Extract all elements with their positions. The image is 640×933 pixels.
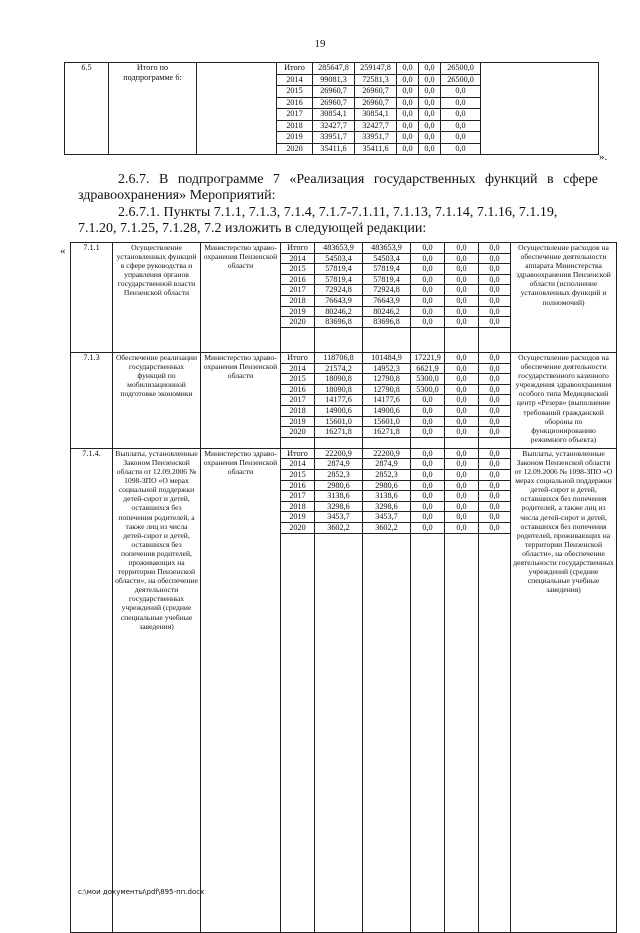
item-name: Осуществление установленных функций в сфере руководства и управления органов государственной власти Пензенской области [113,243,201,353]
empty-cell [479,533,511,932]
value-cell: 0,0 [411,295,445,306]
year-cell: 2017 [281,395,315,406]
file-path-footer: c:\мои документы\pdf\895-пп.docx [78,888,205,896]
value-cell: 0,0 [419,120,441,132]
value-cell: 0,0 [479,374,511,385]
year-cell: 2017 [281,285,315,296]
value-cell: 0,0 [411,306,445,317]
item-executor: Министерство здраво-охранения Пензенской области [201,352,281,448]
value-cell: 80246,2 [315,306,363,317]
value-cell: 2852,3 [363,470,411,481]
year-cell: Итого [281,352,315,363]
value-cell: 0,0 [441,132,481,144]
empty-cell [411,437,445,448]
value-cell: 0,0 [411,427,445,438]
value-cell: 0,0 [479,274,511,285]
value-cell: 0,0 [479,395,511,406]
empty-cell [363,437,411,448]
item-result: Осуществление расходов на обеспечение деятельности государственного казенного учреждения здравоохранения особого типа Медицинский центр «Резерв» (выполнение требований гражданской обороны по функционированию режимного объекта) [511,352,617,448]
year-cell: 2015 [277,86,313,98]
value-cell: 0,0 [479,306,511,317]
value-cell: 0,0 [441,86,481,98]
value-cell: 0,0 [411,480,445,491]
value-cell: 0,0 [479,253,511,264]
table-row [65,63,599,75]
year-cell: 2014 [277,74,313,86]
value-cell: 0,0 [411,448,445,459]
year-cell: 2016 [281,274,315,285]
year-cell: 2020 [281,317,315,328]
year-cell: 2019 [281,306,315,317]
value-cell: 0,0 [419,143,441,155]
value-cell: 0,0 [445,317,479,328]
item-executor: Министерство здраво-охранения Пензенской области [201,243,281,353]
year-cell: 2016 [281,480,315,491]
item-name: Выплаты, установленные Законом Пензенской области от 12.09.2006 № 1098-ЗПО «О мерах социальной поддержки детей-сирот и детей, оставшихся без попечения родителей, а также лиц из числа детей-сирот и детей, оставшихся без попечения родителей, проживающих на территории Пензенской области», на обеспечение деятельности государственных учреждений (средние специальные учебные заведения) [113,448,201,932]
item-result: Выплаты, установленные Законом Пензенской области от 12.09.2006 № 1098-ЗПО «О мерах социальной поддержки детей-сирот и детей, оставшихся без попечения родителей, а также лиц из числа детей-сирот и детей, оставшихся без попечения родителей, проживающих на территории Пензенской области», на обеспечение деятельности государственных учреждений (средние специальные учебные заведения) [511,448,617,932]
value-cell: 285647,8 [313,63,355,75]
value-cell: 16271,8 [363,427,411,438]
value-cell: 0,0 [419,86,441,98]
year-cell: 2019 [281,416,315,427]
value-cell: 15601,0 [315,416,363,427]
value-cell: 259147,8 [355,63,397,75]
value-cell: 76643,9 [315,295,363,306]
empty-cell [315,437,363,448]
value-cell: 3138,6 [363,491,411,502]
year-cell: 2016 [281,384,315,395]
value-cell: 2980,6 [363,480,411,491]
value-cell: 3298,6 [315,501,363,512]
value-cell: 0,0 [445,264,479,275]
value-cell: 0,0 [445,480,479,491]
value-cell: 0,0 [419,109,441,121]
value-cell: 2980,6 [315,480,363,491]
value-cell: 0,0 [445,405,479,416]
value-cell: 26500,0 [441,74,481,86]
value-cell: 0,0 [445,285,479,296]
value-cell: 0,0 [479,512,511,523]
value-cell: 0,0 [411,405,445,416]
value-cell: 0,0 [445,384,479,395]
value-cell: 0,0 [445,459,479,470]
value-cell: 0,0 [419,63,441,75]
value-cell: 17221,9 [411,352,445,363]
value-cell: 35411,6 [313,143,355,155]
value-cell: 0,0 [479,384,511,395]
year-cell: 2019 [277,132,313,144]
item-code: 7.1.3 [71,352,113,448]
item-executor: Министерство здраво-охранения Пензенской области [201,448,281,932]
value-cell: 72924,8 [363,285,411,296]
value-cell: 3602,2 [363,523,411,534]
value-cell: 0,0 [411,243,445,254]
result-cell [481,63,599,155]
value-cell: 0,0 [419,132,441,144]
value-cell: 99081,3 [313,74,355,86]
opening-quote: « [60,245,66,257]
value-cell: 0,0 [397,143,419,155]
year-cell: 2018 [281,501,315,512]
value-cell: 483653,9 [315,243,363,254]
value-cell: 33951,7 [313,132,355,144]
value-cell: 32427,7 [355,120,397,132]
value-cell: 0,0 [397,120,419,132]
value-cell: 83696,8 [315,317,363,328]
item-code: 6.5 [65,63,109,155]
value-cell: 0,0 [445,427,479,438]
empty-cell [445,327,479,352]
value-cell: 0,0 [479,448,511,459]
value-cell: 483653,9 [363,243,411,254]
executor-cell [197,63,277,155]
value-cell: 0,0 [479,470,511,481]
year-cell: 2017 [277,109,313,121]
empty-cell [315,533,363,932]
value-cell: 0,0 [419,74,441,86]
value-cell: 0,0 [479,243,511,254]
empty-cell [445,533,479,932]
value-cell: 0,0 [445,470,479,481]
table-row [71,448,617,459]
value-cell: 12790,8 [363,374,411,385]
value-cell: 76643,9 [363,295,411,306]
value-cell: 26500,0 [441,63,481,75]
value-cell: 0,0 [445,274,479,285]
value-cell: 15601,0 [363,416,411,427]
value-cell: 3298,6 [363,501,411,512]
value-cell: 0,0 [411,491,445,502]
value-cell: 0,0 [411,523,445,534]
value-cell: 0,0 [479,317,511,328]
year-cell: 2014 [281,459,315,470]
value-cell: 30854,1 [355,109,397,121]
paragraph-items-list: 2.6.7.1. Пункты 7.1.1, 7.1.3, 7.1.4, 7.1.7-7.1.11, 7.1.13, 7.1.14, 7.1.16, 7.1.19, 7.1.20, 7.1.25, 7.1.28, 7.2 изложить в следующей редакции: [78,205,558,236]
value-cell: 32427,7 [313,120,355,132]
value-cell: 12790,8 [363,384,411,395]
year-cell: 2018 [281,295,315,306]
value-cell: 0,0 [445,501,479,512]
value-cell: 72924,8 [315,285,363,296]
value-cell: 0,0 [411,285,445,296]
year-cell: Итого [281,448,315,459]
value-cell: 0,0 [479,523,511,534]
value-cell: 101484,9 [363,352,411,363]
value-cell: 0,0 [445,363,479,374]
value-cell: 0,0 [411,501,445,512]
value-cell: 26960,7 [355,86,397,98]
value-cell: 0,0 [441,97,481,109]
value-cell: 18090,8 [315,374,363,385]
empty-cell [363,327,411,352]
value-cell: 0,0 [445,512,479,523]
value-cell: 2874,9 [315,459,363,470]
value-cell: 0,0 [445,295,479,306]
value-cell: 0,0 [445,491,479,502]
value-cell: 0,0 [445,253,479,264]
closing-quote: ». [599,151,608,163]
empty-cell [363,533,411,932]
value-cell: 0,0 [397,63,419,75]
year-cell: 2015 [281,264,315,275]
value-cell: 33951,7 [355,132,397,144]
value-cell: 0,0 [411,512,445,523]
value-cell: 14177,6 [363,395,411,406]
value-cell: 0,0 [445,352,479,363]
value-cell: 0,0 [411,459,445,470]
empty-cell [315,327,363,352]
value-cell: 0,0 [445,448,479,459]
value-cell: 14952,3 [363,363,411,374]
item-name: Итого по подпрограмме 6: [109,63,197,155]
year-cell: 2020 [277,143,313,155]
value-cell: 0,0 [411,395,445,406]
value-cell: 0,0 [411,264,445,275]
value-cell: 0,0 [445,416,479,427]
subprogram-7-table [70,242,617,933]
value-cell: 0,0 [479,427,511,438]
value-cell: 6621,9 [411,363,445,374]
value-cell: 0,0 [479,264,511,275]
page-number: 19 [314,38,326,50]
value-cell: 5300,0 [411,384,445,395]
value-cell: 3453,7 [315,512,363,523]
value-cell: 57819,4 [363,264,411,275]
value-cell: 0,0 [479,491,511,502]
empty-cell [411,327,445,352]
value-cell: 0,0 [445,395,479,406]
item-name: Обеспечение реализации государственных функций по мобилизационной подготовке экономики [113,352,201,448]
value-cell: 0,0 [441,120,481,132]
value-cell: 0,0 [479,405,511,416]
year-cell: 2020 [281,523,315,534]
value-cell: 21574,2 [315,363,363,374]
value-cell: 0,0 [445,374,479,385]
value-cell: 0,0 [441,143,481,155]
value-cell: 0,0 [411,274,445,285]
year-cell: 2014 [281,363,315,374]
value-cell: 0,0 [445,243,479,254]
value-cell: 26960,7 [313,97,355,109]
value-cell: 57819,4 [315,264,363,275]
empty-cell [479,327,511,352]
empty-cell [281,533,315,932]
value-cell: 0,0 [479,480,511,491]
value-cell: 80246,2 [363,306,411,317]
empty-cell [281,327,315,352]
value-cell: 16271,8 [315,427,363,438]
value-cell: 2874,9 [363,459,411,470]
paragraph-subprogram-7: 2.6.7. В подпрограмме 7 «Реализация государственных функций в сфере здравоохранения» Мероприятий: [78,172,598,203]
value-cell: 14900,6 [315,405,363,416]
value-cell: 72581,3 [355,74,397,86]
subprogram-6-total-table [64,62,599,155]
value-cell: 57819,4 [315,274,363,285]
year-cell: Итого [277,63,313,75]
value-cell: 0,0 [411,470,445,481]
value-cell: 22200,9 [363,448,411,459]
table-row [71,243,617,254]
year-cell: 2018 [281,405,315,416]
value-cell: 5300,0 [411,374,445,385]
year-cell: 2019 [281,512,315,523]
value-cell: 0,0 [411,416,445,427]
value-cell: 0,0 [411,253,445,264]
value-cell: 0,0 [479,352,511,363]
value-cell: 54503,4 [363,253,411,264]
value-cell: 2852,3 [315,470,363,481]
empty-cell [411,533,445,932]
value-cell: 83696,8 [363,317,411,328]
value-cell: 0,0 [479,501,511,512]
value-cell: 3602,2 [315,523,363,534]
value-cell: 0,0 [445,306,479,317]
value-cell: 14900,6 [363,405,411,416]
item-result: Осуществление расходов на обеспечение деятельности аппарата Министерства здравоохранения Пензенской области (исполнение установленных функций и полномочий) [511,243,617,353]
table-row [71,352,617,363]
value-cell: 26960,7 [355,97,397,109]
value-cell: 0,0 [419,97,441,109]
value-cell: 0,0 [445,523,479,534]
value-cell: 0,0 [397,86,419,98]
empty-cell [445,437,479,448]
value-cell: 57819,4 [363,274,411,285]
value-cell: 0,0 [411,317,445,328]
item-code: 7.1.1 [71,243,113,353]
value-cell: 0,0 [397,109,419,121]
year-cell: Итого [281,243,315,254]
value-cell: 0,0 [397,97,419,109]
value-cell: 18090,8 [315,384,363,395]
value-cell: 26960,7 [313,86,355,98]
value-cell: 0,0 [397,74,419,86]
value-cell: 0,0 [479,459,511,470]
value-cell: 118706,8 [315,352,363,363]
empty-cell [479,437,511,448]
value-cell: 22200,9 [315,448,363,459]
value-cell: 14177,6 [315,395,363,406]
value-cell: 3138,6 [315,491,363,502]
item-code: 7.1.4. [71,448,113,932]
year-cell: 2017 [281,491,315,502]
empty-cell [281,437,315,448]
value-cell: 35411,6 [355,143,397,155]
year-cell: 2018 [277,120,313,132]
value-cell: 0,0 [397,132,419,144]
value-cell: 3453,7 [363,512,411,523]
value-cell: 0,0 [479,295,511,306]
value-cell: 0,0 [441,109,481,121]
year-cell: 2015 [281,374,315,385]
year-cell: 2016 [277,97,313,109]
year-cell: 2014 [281,253,315,264]
value-cell: 30854,1 [313,109,355,121]
value-cell: 0,0 [479,285,511,296]
value-cell: 0,0 [479,416,511,427]
year-cell: 2020 [281,427,315,438]
year-cell: 2015 [281,470,315,481]
value-cell: 54503,4 [315,253,363,264]
value-cell: 0,0 [479,363,511,374]
